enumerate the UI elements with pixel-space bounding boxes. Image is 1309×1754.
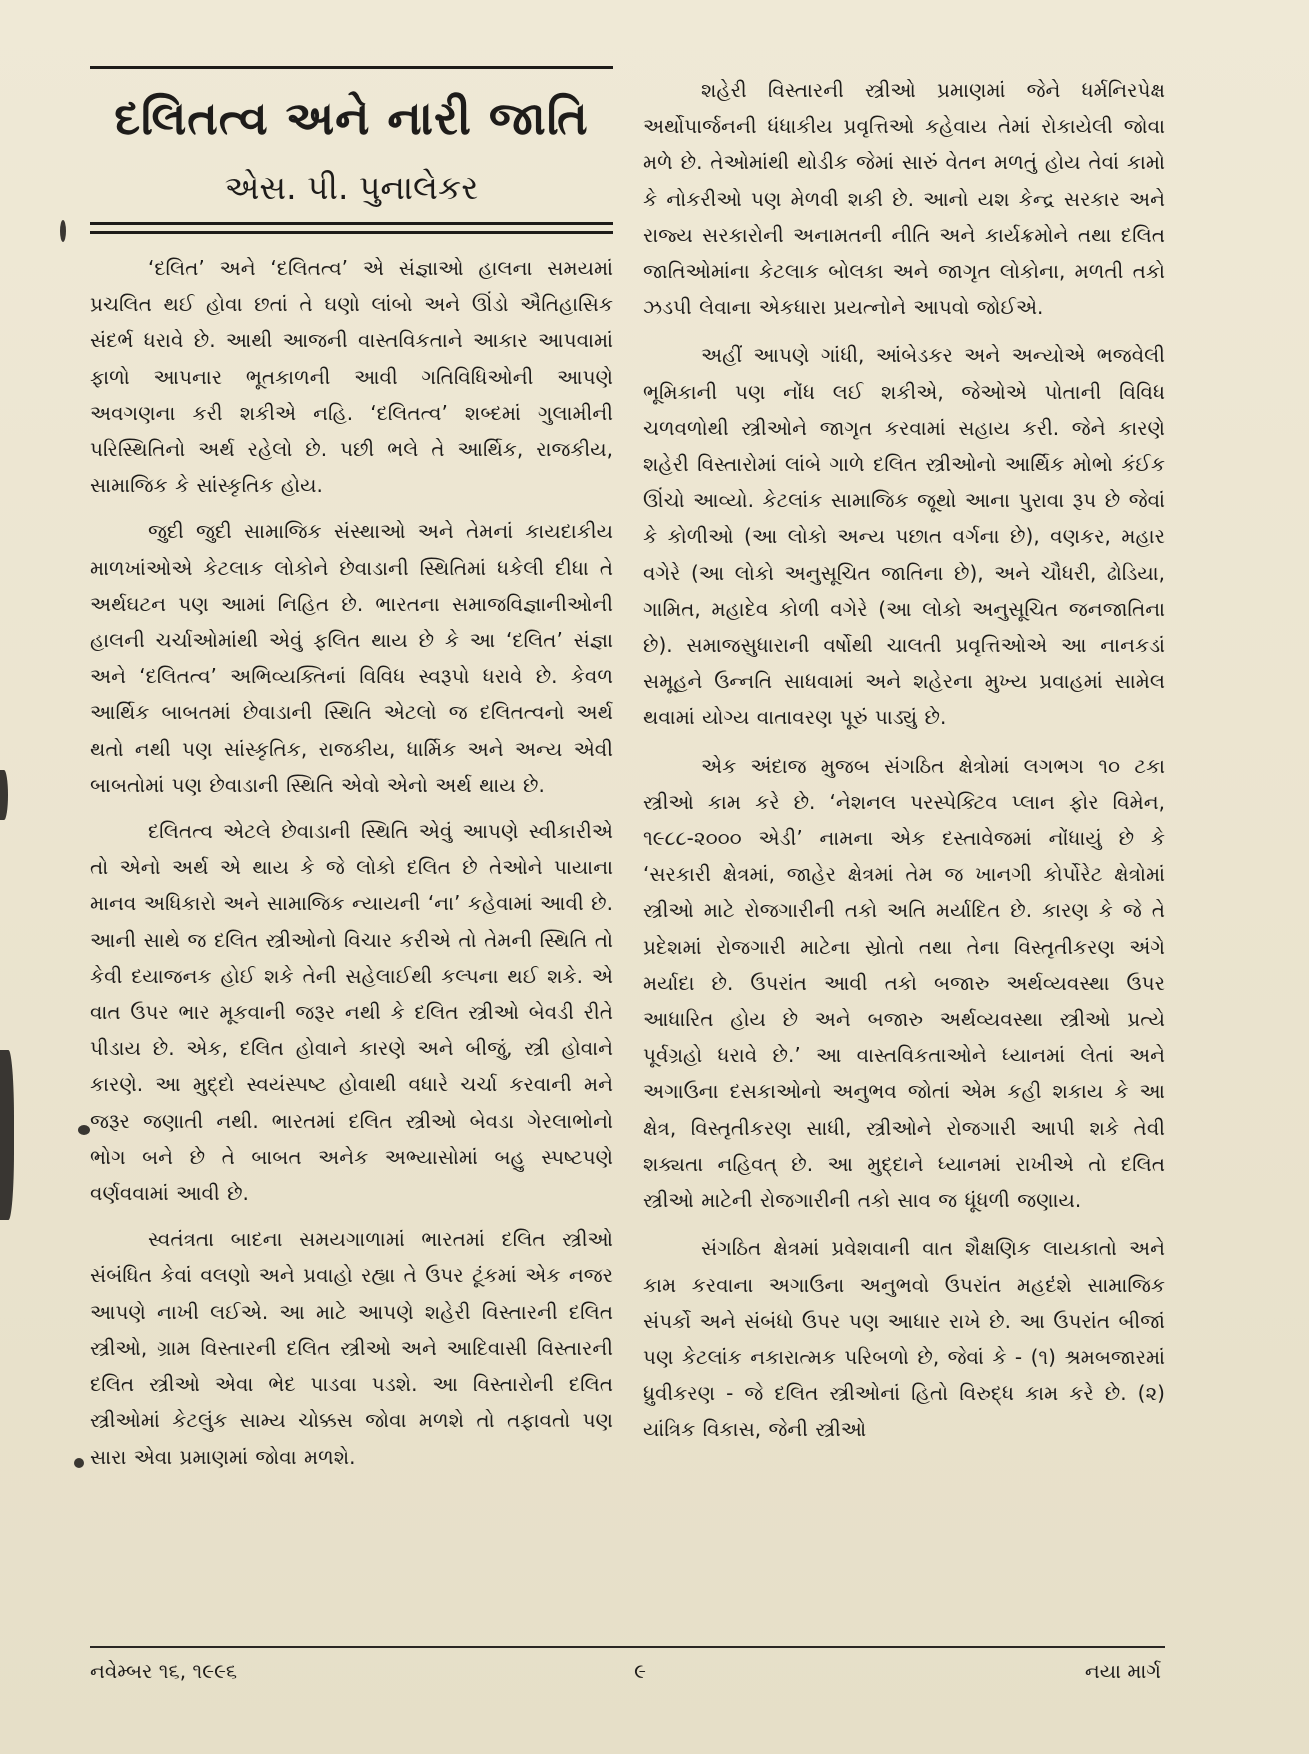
footer-publication: નયા માર્ગ <box>1084 1659 1161 1683</box>
paragraph: સ્વતંત્રતા બાદના સમયગાળામાં ભારતમાં દલિત સ્ત્રીઓ સંબંધિત કેવાં વલણો અને પ્રવાહો રહ્યા તે ઉપર ટૂંકમાં એક નજર આપણે નાખી લઈએ. આ માટે આપણે શહેરી વિસ્તારની દલિત સ્ત્રીઓ, ગ્રામ વિસ્તારની દલિત સ્ત્રીઓ અને આદિવાસી વિસ્તારની દલિત સ્ત્રીઓ એવા ભેદ પાડવા પડશે. આ વિસ્તારોની દલિત સ્ત્રીઓમાં કેટલુંક સામ્ય ચોક્કસ જોવા મળશે તો તફાવતો પણ સારા એવા પ્રમાણમાં જોવા મળશે. <box>90 1227 613 1469</box>
title-bottom-rule-1 <box>90 222 613 225</box>
footer-page-number: ૯ <box>634 1659 646 1683</box>
paragraph: શહેરી વિસ્તારની સ્ત્રીઓ પ્રમાણમાં જેને ધર્મનિરપેક્ષ અર્થોપાર્જનની ધંધાકીય પ્રવૃત્તિઓ કહેવાય તેમાં રોકાયેલી જોવા મળે છે. તેઓમાંથી થોડીક જેમાં સારું વેતન મળતું હોય તેવાં કામો કે નોકરીઓ પણ મેળવી શકી છે. આનો યશ કેન્દ્ર સરકાર અને રાજ્ય સરકારોની અનામતની નીતિ અને કાર્યક્રમોને તથા દલિત જાતિઓમાંના કેટલાક બોલકા અને જાગૃત લોકોના, મળતી તકો ઝડપી લેવાના એકધારા પ્રયત્નોને આપવો જોઈએ. <box>643 78 1165 320</box>
paragraph: સંગઠિત ક્ષેત્રમાં પ્રવેશવાની વાત શૈક્ષણિક લાયકાતો અને કામ કરવાના અગાઉના અનુભવો ઉપરાંત મહદંશે સામાજિક સંપર્કો અને સંબંધો ઉપર પણ આધાર રાખે છે. આ ઉપરાંત બીજાં પણ કેટલાંક નકારાત્મક પરિબળો છે, જેવાં કે - (૧) શ્રમબજારમાં ધ્રુવીકરણ - જે દલિત સ્ત્રીઓનાં હિતો વિરુદ્ધ કામ કરે છે. (૨) યાંત્રિક વિકાસ, જેની સ્ત્રીઓ <box>643 1236 1165 1442</box>
paper-damage-mark <box>0 1050 14 1220</box>
paper-damage-mark <box>78 1125 90 1135</box>
paragraph: અહીં આપણે ગાંધી, આંબેડકર અને અન્યોએ ભજવેલી ભૂમિકાની પણ નોંધ લઈ શકીએ, જેઓએ પોતાની વિવિધ ચળવળોથી સ્ત્રીઓને જાગૃત કરવામાં સહાય કરી. જેને કારણે શહેરી વિસ્તારોમાં લાંબે ગાળે દલિત સ્ત્રીઓનો આર્થિક મોભો કંઈક ઊંચો આવ્યો. કેટલાંક સામાજિક જૂથો આના પુરાવા રૂપ છે જેવાં કે કોળીઓ (આ લોકો અન્ય પછાત વર્ગના છે), વણકર, મહાર વગેરે (આ લોકો અનુસૂચિત જાતિના છે), અને ચૌધરી, ઢોડિયા, ગામિત, મહાદેવ કોળી વગેરે (આ લોકો અનુસૂચિત જનજાતિના છે). સમાજસુધારાની વર્ષોથી ચાલતી પ્રવૃત્તિઓએ આ નાનકડાં સમૂહને ઉન્નતિ સાધવામાં અને શહેરના મુખ્ય પ્રવાહમાં સામેલ થવામાં યોગ્ય વાતાવરણ પૂરું પાડ્યું છે. <box>643 343 1165 730</box>
paragraph: એક અંદાજ મુજબ સંગઠિત ક્ષેત્રોમાં લગભગ ૧૦ ટકા સ્ત્રીઓ કામ કરે છે. ‘નેશનલ પરસ્પેક્ટિવ પ્લાન ફોર વિમેન, ૧૯૮૮-૨૦૦૦ એડી’ નામના એક દસ્તાવેજમાં નોંધાયું છે કે ‘સરકારી ક્ષેત્રમાં, જાહેર ક્ષેત્રમાં તેમ જ ખાનગી કોર્પોરેટ ક્ષેત્રોમાં સ્ત્રીઓ માટે રોજગારીની તકો અતિ મર્યાદિત છે. કારણ કે જે તે પ્રદેશમાં રોજગારી માટેના સ્રોતો તથા તેના વિસ્તૃતીકરણ અંગે મર્યાદા છે. ઉપરાંત આવી તકો બજારુ અર્થવ્યવસ્થા ઉપર આધારિત હોય છે અને બજારુ અર્થવ્યવસ્થા સ્ત્રીઓ પ્રત્યે પૂર્વગ્રહો ધરાવે છે.’ આ વાસ્તવિકતાઓને ધ્યાનમાં લેતાં અને અગાઉના દસકાઓનો અનુભવ જોતાં એમ કહી શકાય કે આ ક્ષેત્ર, વિસ્તૃતીકરણ સાધી, સ્ત્રીઓને રોજગારી આપી શકે તેવી શક્યતા નહિવત્ છે. આ મુદ્દાને ધ્યાનમાં રાખીએ તો દલિત સ્ત્રીઓ માટેની રોજગારીની તકો સાવ જ ધૂંધળી જણાય. <box>643 753 1165 1213</box>
article-title: દલિતત્વ અને નારી જાતિ <box>114 91 589 145</box>
paper-damage-mark <box>60 220 66 242</box>
article-author: એસ. પી. પુનાલેકર <box>224 168 479 207</box>
paper-damage-mark <box>0 770 8 820</box>
footer-date: નવેમ્બર ૧૬, ૧૯૯૬ <box>90 1659 238 1683</box>
footer-rule <box>90 1646 1165 1648</box>
paragraph: ‘દલિત’ અને ‘દલિતત્વ’ એ સંજ્ઞાઓ હાલના સમયમાં પ્રચલિત થઈ હોવા છતાં તે ઘણો લાંબો અને ઊંડો ઐતિહાસિક સંદર્ભ ધરાવે છે. આથી આજની વાસ્તવિકતાને આકાર આપવામાં ફાળો આપનાર ભૂતકાળની આવી ગતિવિધિઓની આપણે અવગણના કરી શકીએ નહિ. ‘દલિતત્વ’ શબ્દમાં ગુલામીની પરિસ્થિતિનો અર્થ રહેલો છે. પછી ભલે તે આર્થિક, રાજકીય, સામાજિક કે સાંસ્કૃતિક હોય. <box>90 256 613 498</box>
paragraph: દલિતત્વ એટલે છેવાડાની સ્થિતિ એવું આપણે સ્વીકારીએ તો એનો અર્થ એ થાય કે જે લોકો દલિત છે તેઓને પાયાના માનવ અધિકારો અને સામાજિક ન્યાયની ‘ના’ કહેવામાં આવી છે. આની સાથે જ દલિત સ્ત્રીઓનો વિચાર કરીએ તો તેમની સ્થિતિ તો કેવી દયાજનક હોઈ શકે તેની સહેલાઈથી કલ્પના થઈ શકે. એ વાત ઉપર ભાર મૂકવાની જરૂર નથી કે દલિત સ્ત્રીઓ બેવડી રીતે પીડાય છે. એક, દલિત હોવાને કારણે અને બીજું, સ્ત્રી હોવાને કારણે. આ મુદ્દો સ્વયંસ્પષ્ટ હોવાથી વધારે ચર્ચા કરવાની મને જરૂર જણાતી નથી. ભારતમાં દલિત સ્ત્રીઓ બેવડા ગેરલાભોનો ભોગ બને છે તે બાબત અનેક અભ્યાસોમાં બહુ સ્પષ્ટપણે વર્ણવવામાં આવી છે. <box>90 819 613 1206</box>
title-top-rule <box>90 66 613 69</box>
right-column <box>643 72 1165 1448</box>
paper-damage-mark <box>74 1458 84 1468</box>
title-bottom-rule-2 <box>90 231 613 234</box>
left-column <box>90 250 613 1475</box>
paragraph: જુદી જુદી સામાજિક સંસ્થાઓ અને તેમનાં કાયદાકીય માળખાંઓએ કેટલાક લોકોને છેવાડાની સ્થિતિમાં ધકેલી દીધા તે અર્થઘટન પણ આમાં નિહિત છે. ભારતના સમાજવિજ્ઞાનીઓની હાલની ચર્ચાઓમાંથી એવું ફલિત થાય છે કે આ ‘દલિત’ સંજ્ઞા અને ‘દલિતત્વ’ અભિવ્યક્તિનાં વિવિધ સ્વરૂપો ધરાવે છે. કેવળ આર્થિક બાબતમાં છેવાડાની સ્થિતિ એટલો જ દલિતત્વનો અર્થ થતો નથી પણ સાંસ્કૃતિક, રાજકીય, ધાર્મિક અને અન્ય એવી બાબતોમાં પણ છેવાડાની સ્થિતિ એવો એનો અર્થ થાય છે. <box>90 519 613 797</box>
